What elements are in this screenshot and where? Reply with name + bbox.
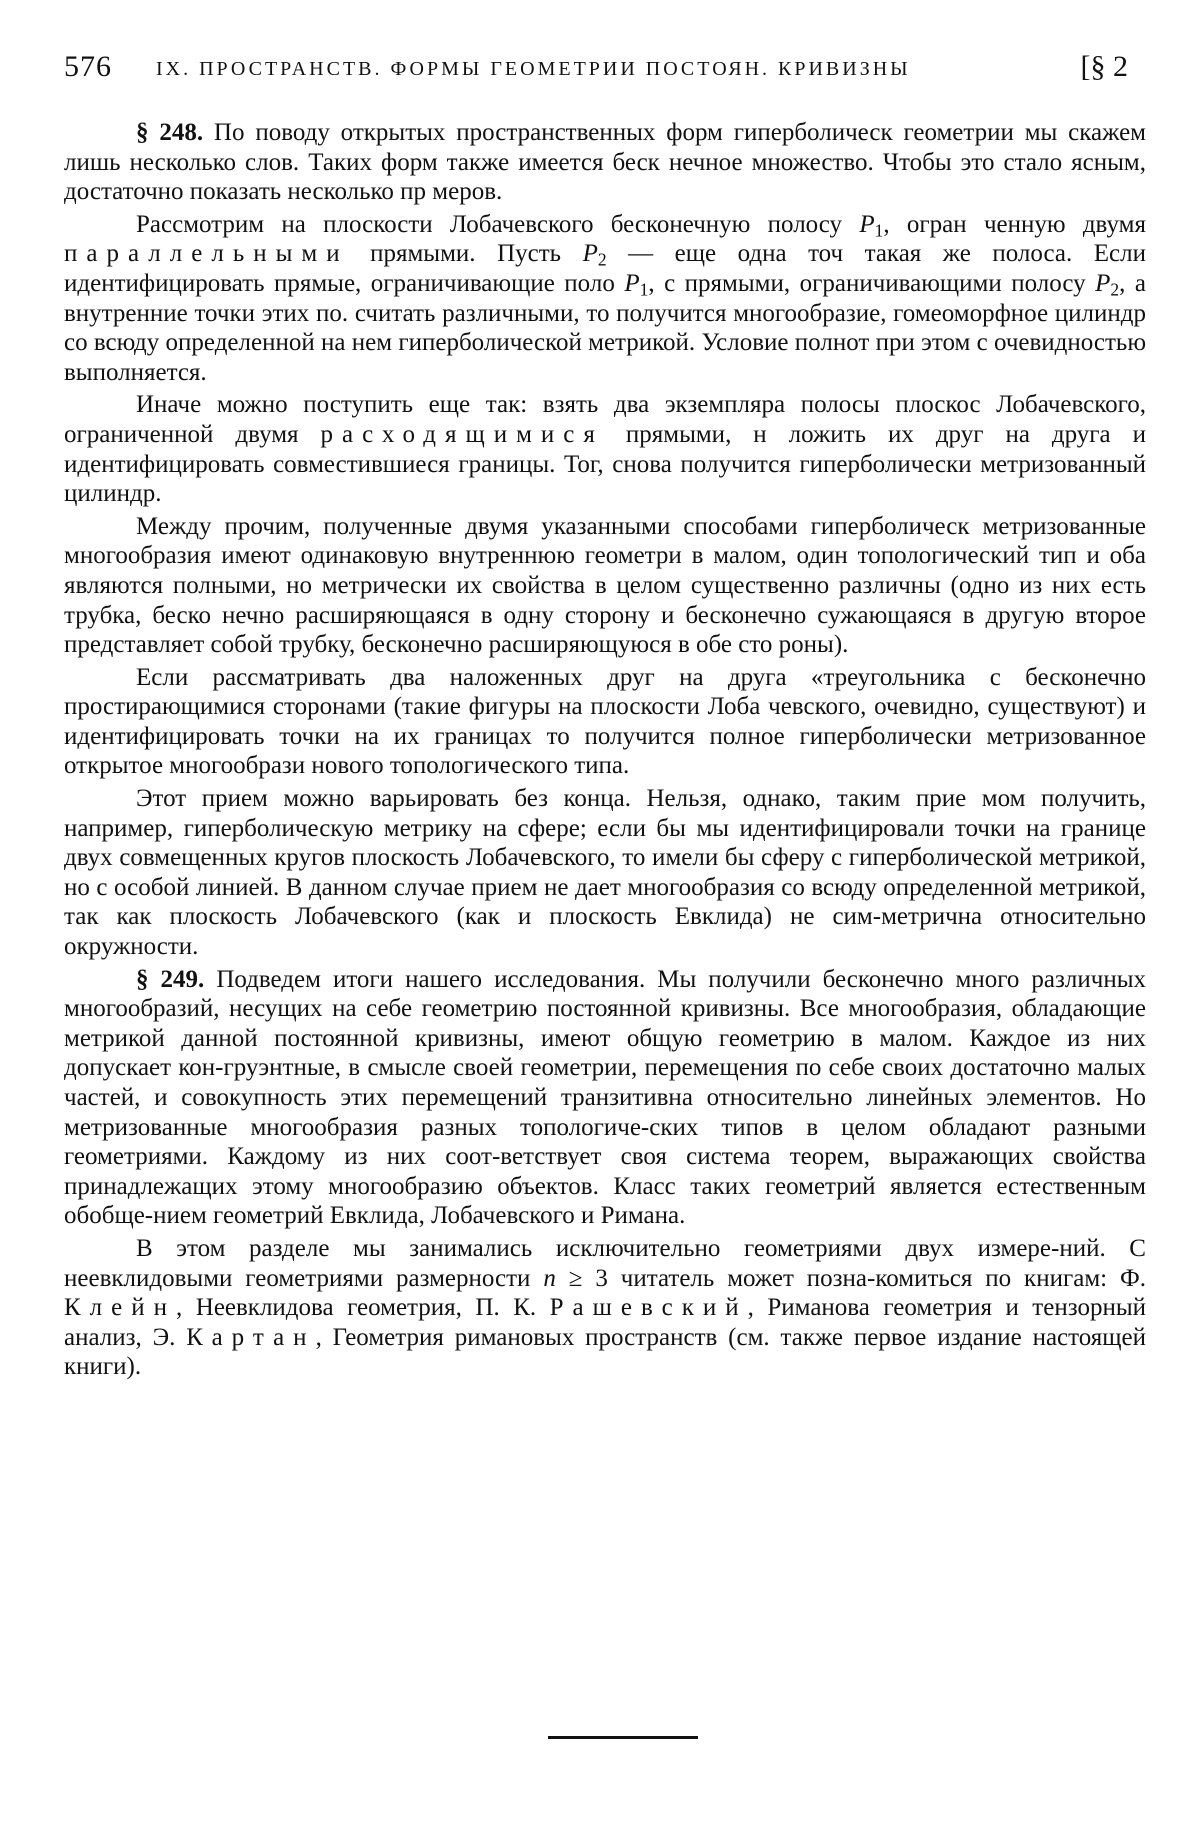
paragraph-section-248 (64, 118, 1146, 207)
paragraph-sphere-remark (64, 784, 1146, 962)
text-run: , Риманова геометрия и тензорный анализ, Э. (64, 1294, 1146, 1351)
text-run: Этот прием можно варьировать без конца. Нельзя, однако, таким прие мом получить, например, гиперболическую метрику на сфере; если бы мы идентифицировали точки на границе двух совмещенных кругов плоскость Лобачевского, то имели бы сферу с гиперболической метрикой, но с особой линией. В данном случае прием не дает многообразия со всюду определенной метрикой, так как плоскость Лобачевского (как и плоскость Евклида) не сим-метрична относительно окружности. (64, 785, 1146, 961)
math-symbol: P (582, 240, 598, 268)
page-number: 576 (64, 50, 112, 83)
text-run: Иначе можно поступить еще так: взять два экземпляра полосы плоскос Лобачевского, ограниченной двумя (64, 391, 1146, 448)
text-run: — еще одна точ такая же полоса. Если идентифицировать прямые, ограничивающие поло (64, 240, 1146, 297)
section-number: § 249. (136, 965, 205, 993)
paragraph-section-249 (64, 965, 1146, 1231)
paragraph-diverging-strip (64, 390, 1146, 508)
subscript: 2 (1110, 279, 1120, 300)
text-run: Между прочим, полученные двумя указанными способами гиперболическ метризованные многообразия имеют одинаковую внутреннюю геометри в малом, один топологический тип и оба являются полными, но метрически их свойства в целом существенно различны (одно из них есть трубка, беско нечно расширяющаяся в одну сторону и бесконечно сужающаяся в другую второе представляет собой трубку, бесконечно расширяющуюся в обе сто роны). (64, 512, 1146, 659)
paragraph-parallel-strip (64, 210, 1146, 388)
page-body (64, 118, 1146, 1385)
section-reference: [§ 2 (1080, 50, 1128, 83)
text-run: В этом разделе мы занимались исключительно геометриями двух измере-ний. С неевклидовыми геометриями размерности (64, 1234, 1146, 1292)
text-run: Подведем итоги нашего исследования. Мы получили бесконечно много различных многообразий, несущих на себе геометрию постоянной кривизны. Все многообразия, обладающие метрикой данной постоянной кривизны, имеют общую геометрию в малом. Каждое из них допускает кон-груэнтные, в смысле своей геометрии, перемещения по себе своих достаточно малых частей, и совокупность этих перемещений транзитивна относительно линейных элементов. Но метризованные многообразия разных топологиче-ских типов в целом обладают разными геометриями. Каждому из них соот-ветствует своя система теорем, выражающих свойства принадлежащих этому многообразию объектов. Класс таких геометрий является естественным обобще-нием геометрий Евклида, Лобачевского и Римана. (64, 965, 1146, 1230)
math-symbol: n (543, 1264, 556, 1292)
text-run: прямыми. Пусть (348, 240, 583, 268)
text-run: По поводу открытых пространственных форм гиперболическ геометрии мы скажем лишь несколько слов. Таких форм также имеется беск нечное множество. Чтобы это стало ясным, достаточно показать несколько пр меров. (64, 119, 1147, 206)
subscript: 1 (639, 279, 649, 300)
math-symbol: P (1095, 269, 1111, 297)
text-run: , Неевклидова геометрия, П. К. (176, 1294, 550, 1322)
subscript: 1 (874, 220, 884, 241)
text-run: Рассмотрим на плоскости Лобачевского бесконечную полосу (136, 210, 860, 238)
spaced-name: Картан (186, 1323, 316, 1351)
paragraph-metric-properties (64, 512, 1146, 660)
subscript: 2 (597, 249, 607, 270)
spaced-name: Клейн (64, 1294, 177, 1322)
text-run: прямыми, н ложить их друг на друга и идентифицировать совместившиеся границы. Тог, снова получится гиперболически метризованный цилиндр. (64, 420, 1147, 508)
text-run: , Геометрия римановых пространств (см. также первое издание настоящей книги). (64, 1323, 1146, 1381)
paragraph-triangles (64, 663, 1146, 781)
spaced-name: расходящимися (320, 420, 604, 448)
text-run: , а внутренние точки этих по. считать различными, то получится многообразие, гомеоморфное цилиндр со всюду определенной на нем гиперболической метрикой. Условие полнот при этом с очевидностью выполняется. (64, 269, 1146, 386)
text-run: Если рассматривать два наложенных друг на друга «треугольника с бесконечно простирающимися сторонами (такие фигуры на плоскости Лоба чевского, очевидно, существуют) и идентифицировать точки на их границах то получится полное гиперболически метризованное открытое многообрази нового топологического типа. (64, 663, 1146, 780)
closing-rule (548, 1736, 698, 1739)
math-symbol: P (624, 269, 640, 297)
spaced-name: Рашевский (549, 1294, 748, 1322)
running-title: IX. ПРОСТРАНСТВ. ФОРМЫ ГЕОМЕТРИИ ПОСТОЯН. КРИВИЗНЫ (156, 58, 911, 80)
math-symbol: P (859, 210, 875, 238)
section-number: § 248. (136, 119, 204, 146)
text-run: ≥ 3 читатель может позна-комиться по книгам: Ф. (555, 1264, 1146, 1292)
text-run: , огран ченную двумя (883, 210, 1146, 238)
page-header (64, 50, 1128, 100)
spaced-name: параллельными (64, 240, 349, 268)
paragraph-references (64, 1234, 1146, 1382)
text-run: , с прямыми, ограничивающими полосу (648, 269, 1096, 297)
